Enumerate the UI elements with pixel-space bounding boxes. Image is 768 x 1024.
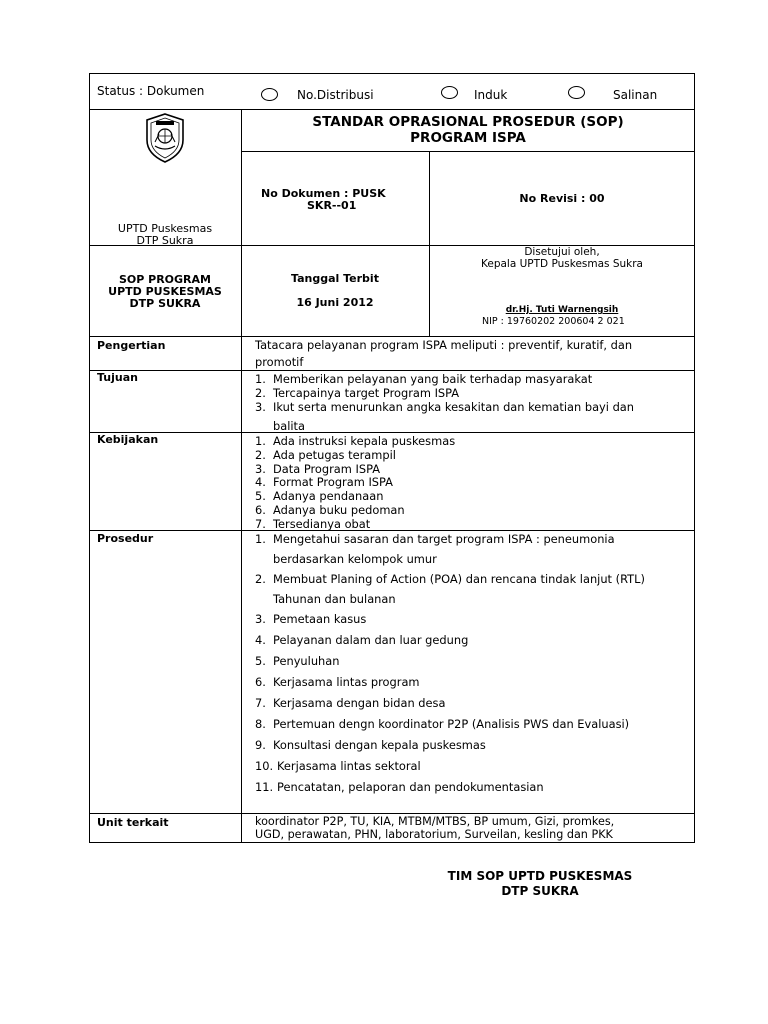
- approved-line1: Disetujui oleh,: [524, 246, 600, 258]
- tujuan-list: [255, 372, 691, 433]
- list-item: 6. Kerjasama lintas program: [255, 675, 420, 689]
- radio-circle-icon[interactable]: [568, 86, 585, 99]
- list-item: 3. Ikut serta menurunkan angka kesakitan dan kematian bayi dan: [255, 400, 635, 414]
- list-item: 8. Pertemuan dengn koordinator P2P (Analisis PWS dan Evaluasi): [255, 717, 630, 731]
- kebijakan-label: Kebijakan: [97, 433, 159, 446]
- prosedur-label: Prosedur: [97, 532, 154, 545]
- footer-team-line2: DTP SUKRA: [501, 884, 579, 898]
- list-item: balita: [273, 419, 305, 433]
- row-divider: [241, 151, 695, 152]
- sop-program-line2: UPTD PUSKESMAS: [108, 285, 222, 298]
- list-item: 1. Ada instruksi kepala puskesmas: [255, 434, 456, 448]
- list-item: 5. Adanya pendanaan: [255, 489, 384, 504]
- org-name-line2: DTP Sukra: [136, 234, 194, 247]
- column-divider: [241, 109, 242, 843]
- kebijakan-list: [255, 434, 691, 531]
- list-item: 7. Kerjasama dengan bidan desa: [255, 696, 446, 710]
- sop-program-line3: DTP SUKRA: [129, 297, 201, 310]
- pengertian-text-line1: Tatacara pelayanan program ISPA meliputi : preventif, kuratif, dan: [255, 338, 633, 352]
- sop-program-line1: SOP PROGRAM: [118, 273, 211, 286]
- list-item: 1. Memberikan pelayanan yang baik terhadap masyarakat: [255, 372, 593, 386]
- list-item: 7. Tersedianya obat: [255, 516, 371, 531]
- list-item: 9. Konsultasi dengan kepala puskesmas: [255, 738, 486, 752]
- row-divider: [89, 336, 695, 337]
- row-divider: [89, 370, 695, 371]
- unit-terkait-label: Unit terkait: [97, 816, 169, 829]
- approved-line2: Kepala UPTD Puskesmas Sukra: [481, 258, 643, 270]
- radio-circle-icon[interactable]: [441, 86, 458, 99]
- list-item: 2. Tercapainya target Program ISPA: [255, 386, 460, 400]
- list-item: 11. Pencatatan, pelaporan dan pendokumentasian: [255, 780, 544, 794]
- list-item: 3. Data Program ISPA: [255, 461, 381, 476]
- list-item: 4. Format Program ISPA: [255, 475, 393, 490]
- status-label: Status : Dokumen: [97, 84, 205, 98]
- unit-terkait-line1: koordinator P2P, TU, KIA, MTBM/MTBS, BP umum, Gizi, promkes,: [255, 815, 615, 828]
- unit-terkait-line2: UGD, perawatan, PHN, laboratorium, Surveilan, kesling dan PKK: [255, 828, 613, 841]
- pengertian-label: Pengertian: [97, 339, 166, 352]
- no-revisi: No Revisi : 00: [519, 192, 605, 205]
- row-divider: [89, 109, 695, 110]
- list-item: 3. Pemetaan kasus: [255, 612, 367, 626]
- list-item: 2. Membuat Planing of Action (POA) dan rencana tindak lanjut (RTL): [255, 572, 645, 586]
- status-option-induk: Induk: [474, 88, 508, 102]
- list-item: 4. Pelayanan dalam dan luar gedung: [255, 633, 469, 647]
- no-dokumen-line1: No Dokumen : PUSK: [261, 187, 386, 200]
- status-option-salinan: Salinan: [613, 88, 658, 102]
- doc-title-line2: PROGRAM ISPA: [410, 130, 526, 146]
- org-name-line1: UPTD Puskesmas: [117, 222, 213, 235]
- list-item: 5. Penyuluhan: [255, 654, 340, 668]
- emblem-logo: [143, 112, 187, 164]
- tanggal-terbit-label: Tanggal Terbit: [291, 272, 379, 285]
- list-item: 2. Ada petugas terampil: [255, 447, 396, 462]
- signer-nip: NIP : 19760202 200604 2 021: [482, 316, 625, 327]
- tujuan-label: Tujuan: [97, 371, 138, 384]
- doc-title-line1: STANDAR OPRASIONAL PROSEDUR (SOP): [312, 114, 624, 130]
- list-item: berdasarkan kelompok umur: [273, 552, 437, 566]
- signer-name: dr.Hj. Tuti Warnengsih: [505, 305, 619, 315]
- prosedur-list: [255, 532, 688, 801]
- status-option-distribusi: No.Distribusi: [297, 88, 374, 102]
- list-item: Tahunan dan bulanan: [273, 592, 396, 606]
- pengertian-text-line2: promotif: [255, 355, 304, 369]
- tanggal-terbit-value: 16 Juni 2012: [296, 296, 374, 309]
- list-item: 10. Kerjasama lintas sektoral: [255, 759, 421, 773]
- no-dokumen-line2: SKR--01: [307, 199, 357, 212]
- footer-team-line1: TIM SOP UPTD PUSKESMAS: [447, 869, 633, 883]
- radio-circle-icon[interactable]: [261, 88, 278, 101]
- list-item: 6. Adanya buku pedoman: [255, 502, 405, 517]
- row-divider: [89, 813, 695, 814]
- list-item: 1. Mengetahui sasaran dan target program ISPA : peneumonia: [255, 532, 615, 546]
